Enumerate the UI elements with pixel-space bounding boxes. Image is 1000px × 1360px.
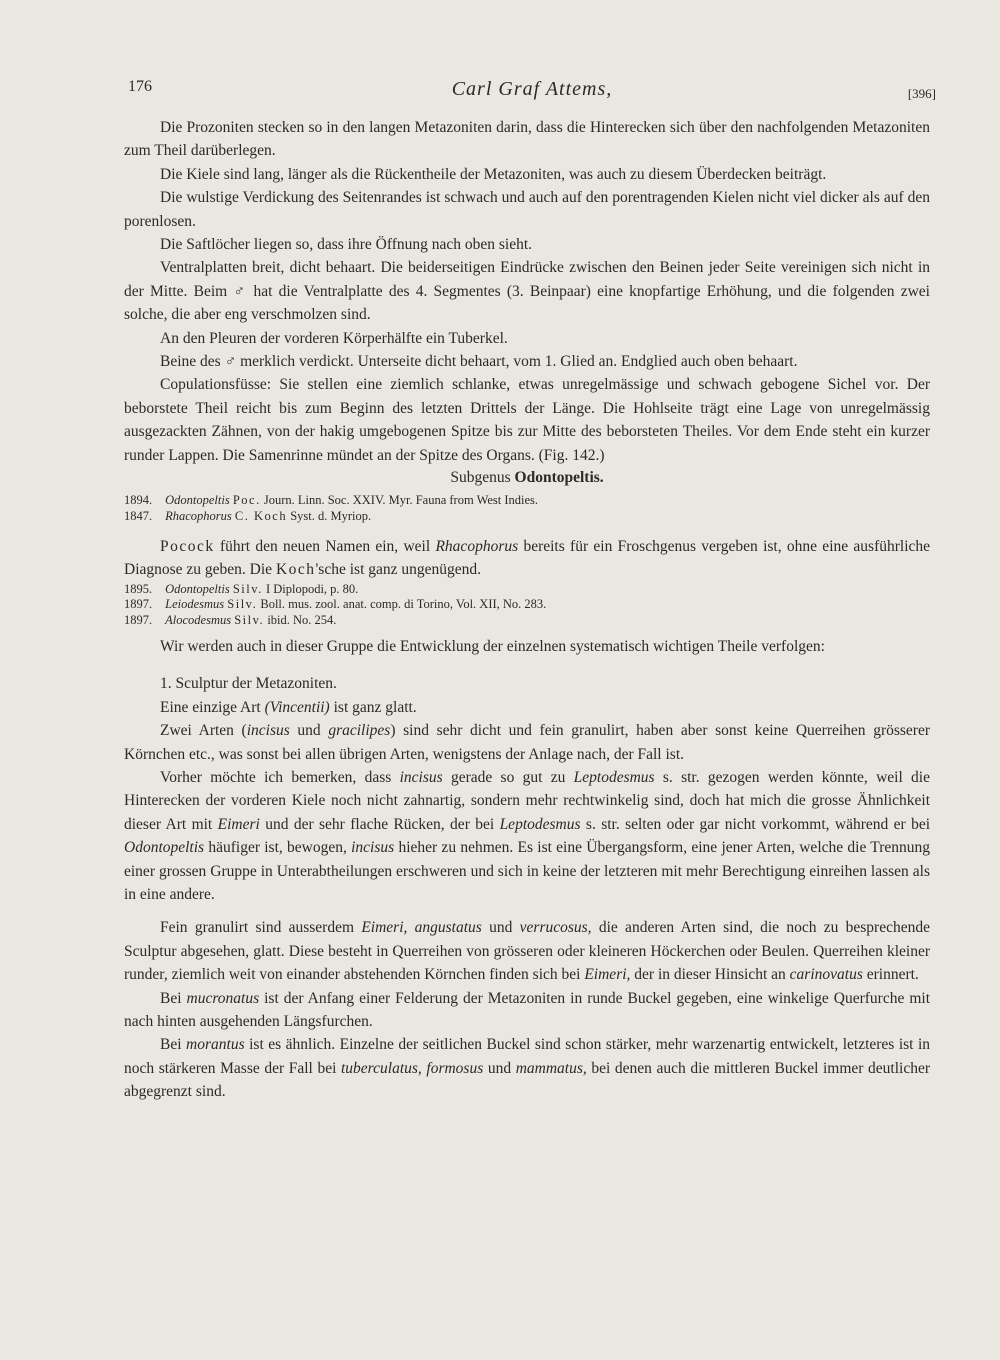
ref-author: Poc. bbox=[232, 493, 261, 508]
text-run: ) sind sehr dicht und fein granulirt, haben aber sonst keine Querreihen grösserer Körnchen etc., was sonst bei allen übrigen Arten, wenigstens der Anlage nach, der Fall ist. bbox=[124, 722, 930, 763]
ref-genus: Alocodesmus bbox=[165, 613, 232, 628]
subgenus-prefix: Subgenus bbox=[450, 469, 511, 487]
page-number: 176 bbox=[128, 78, 152, 95]
ref-author: C. Koch bbox=[234, 508, 288, 523]
paragraph bbox=[124, 987, 930, 1034]
text-run: bereits für ein Froschgenus vergeben ist, ohne eine ausführliche Diagnose zu geben. Die bbox=[124, 537, 931, 579]
paragraph: Ventralplatten breit, dicht behaart. Die beiderseitigen Eindrücke zwischen den Beinen jeder Seite vereinigen sich nicht in der Mitte. Beim ♂ hat die Ventralplatte des 4. Segmentes (3. Beinpaar) eine knopfartige Erhöhung, und die folgenden zwei solche, die aber eng verschmolzen sind. bbox=[124, 259, 930, 324]
text-run: 'sche ist ganz ungenügend. bbox=[315, 561, 482, 579]
text-run: gerade so gut zu bbox=[450, 768, 566, 786]
paragraph: Die Saftlöcher liegen so, dass ihre Öffnung nach oben sieht. bbox=[160, 236, 533, 254]
subgenus-name: Odontopeltis. bbox=[514, 469, 604, 487]
section-number: [396] bbox=[907, 86, 936, 101]
text-run: häufiger ist, bewogen, bbox=[208, 839, 347, 857]
text-run: Eimeri bbox=[217, 815, 260, 833]
text-run: Bei bbox=[160, 1036, 182, 1054]
text-run: Bei bbox=[160, 989, 182, 1007]
ref-year: 1894. bbox=[124, 493, 153, 508]
subgenus-heading bbox=[124, 467, 930, 489]
ref-genus: Odontopeltis bbox=[165, 581, 230, 596]
text-run: und bbox=[489, 919, 513, 937]
ref-author: Silv. bbox=[227, 597, 258, 612]
text-run: morantus bbox=[186, 1036, 245, 1054]
text-run: und bbox=[487, 1059, 512, 1077]
body-text bbox=[124, 116, 930, 1104]
text-run: Zwei Arten ( bbox=[160, 722, 247, 740]
text-run: mammatus, bbox=[515, 1059, 587, 1077]
text-run: ist der Anfang einer Felderung der Metazoniten in runde Buckel gegeben, eine winkelige Querfurche mit nach hinten ausgehenden Längsfurchen. bbox=[124, 989, 930, 1030]
ref-source: ibid. No. 254. bbox=[267, 613, 337, 628]
paragraph bbox=[124, 1033, 930, 1103]
text-run: mucronatus bbox=[186, 989, 260, 1007]
paragraph: Die wulstige Verdickung des Seitenrandes ist schwach und auch auf den porentragenden Kielen nicht viel dicker als auf den porenlosen. bbox=[124, 189, 930, 230]
ref-source: I Diplopodi, p. 80. bbox=[265, 581, 359, 596]
running-title: Carl Graf Attems, bbox=[451, 78, 613, 100]
paragraph: Beine des ♂ merklich verdickt. Unterseite dicht behaart, vom 1. Glied an. Endglied auch oben behaart. bbox=[160, 353, 798, 371]
text-run: ist es ähnlich. Einzelne der seitlichen Buckel sind schon stärker, mehr warzenartig entwickelt, letzteres ist in noch stärkeren Masse der Fall bei bbox=[124, 1036, 931, 1077]
text-run: erinnert. bbox=[866, 966, 919, 984]
text-run: Eimeri, angustatus bbox=[361, 919, 482, 937]
reference-entry bbox=[124, 613, 930, 629]
text-run: incisus bbox=[246, 722, 290, 740]
text-run: Leptodesmus bbox=[499, 815, 581, 833]
ref-author: Silv. bbox=[234, 613, 265, 628]
reference-entry bbox=[124, 582, 930, 598]
paragraph: Die Prozoniten stecken so in den langen Metazoniten darin, dass die Hinterecken sich über den nachfolgenden Metazoniten zum Theil darüberlegen. bbox=[124, 119, 930, 160]
text-run: ist ganz glatt. bbox=[333, 698, 417, 716]
ref-year: 1897. bbox=[124, 597, 153, 612]
paragraph bbox=[124, 766, 930, 906]
text-run: s. str. selten oder gar nicht vorkommt, während er bei bbox=[585, 815, 931, 833]
ref-year: 1847. bbox=[124, 508, 153, 523]
text-run: und der sehr flache Rücken, der bei bbox=[265, 815, 495, 833]
text-run: Vorher möchte ich bemerken, dass bbox=[160, 768, 392, 786]
paragraph: An den Pleuren der vorderen Körperhälfte ein Tuberkel. bbox=[160, 329, 508, 347]
paragraph bbox=[124, 916, 930, 986]
text-run: und bbox=[297, 722, 321, 740]
text-run: die anderen Arten sind, die noch zu besprechende Sculptur abgesehen, glatt. Diese besteht in Querreihen von grösseren oder kleineren Höckerchen oder Beulen. Querreihen kleiner runder, ziemlich weit von einander abstehenden Körnchen finden sich bei bbox=[124, 919, 930, 984]
text-run: verrucosus, bbox=[519, 919, 592, 937]
text-run: s. str. gezogen werden könnte, weil die Hinterecken der vorderen Kiele noch nicht zahnartig, sondern mehr rechtwinkelig sind, doch hat mich die grosse Ähnlichkeit dieser Art mit bbox=[124, 768, 930, 833]
paragraph: Copulationsfüsse: Sie stellen eine ziemlich schlanke, etwas unregelmässige und schwach gebogene Sichel vor. Der beborstete Theil reicht bis zum Beginn des letzten Drittels der Länge. Die Hohlseite trägt eine Lage von unregelmässig ausgezackten Zähnen, von der hakig umgebogenen Spitze bis zur Mitte des beborsteten Theiles. Vor dem Ende steht ein kurzer runder Lappen. Die Samenrinne mündet an der Spitze des Organs. (Fig. 142.) bbox=[124, 376, 930, 464]
text-run: Leptodesmus bbox=[573, 768, 655, 786]
text-run: Rhacophorus bbox=[435, 537, 519, 555]
ref-source: Syst. d. Myriop. bbox=[290, 508, 372, 523]
text-run: Pocock bbox=[160, 537, 215, 555]
text-run: führt den neuen Namen ein, weil bbox=[219, 537, 431, 555]
ref-author: Silv. bbox=[232, 581, 263, 596]
text-run: bei denen auch die mittleren Buckel immer deutlicher abgegrenzt sind. bbox=[124, 1059, 931, 1101]
ref-genus: Rhacophorus bbox=[165, 508, 232, 523]
text-run: Odontopeltis bbox=[124, 839, 205, 857]
ref-genus: Leiodesmus bbox=[165, 597, 225, 612]
text-run: incisus bbox=[399, 768, 443, 786]
text-run: incisus bbox=[351, 839, 395, 857]
text-run: gracilipes bbox=[328, 722, 391, 740]
ref-year: 1897. bbox=[124, 613, 153, 628]
text-run: (Vincentii) bbox=[264, 698, 330, 716]
text-run: Fein granulirt sind ausserdem bbox=[160, 919, 355, 937]
section-heading-sculptur: 1. Sculptur der Metazoniten. bbox=[160, 675, 337, 693]
text-run: Koch bbox=[275, 561, 316, 579]
ref-year: 1895. bbox=[124, 581, 153, 596]
paragraph bbox=[124, 719, 930, 766]
ref-source: Boll. mus. zool. anat. comp. di Torino, Vol. XII, No. 283. bbox=[260, 597, 547, 612]
ref-genus: Odontopeltis bbox=[165, 493, 230, 508]
text-run: carinovatus bbox=[789, 966, 863, 984]
paragraph-intro: Wir werden auch in dieser Gruppe die Entwicklung der einzelnen systematisch wichtigen Theile verfolgen: bbox=[160, 637, 825, 655]
paragraph bbox=[124, 696, 930, 719]
text-run: Eimeri, bbox=[584, 966, 631, 984]
reference-entry bbox=[124, 509, 930, 525]
text-run: der in dieser Hinsicht an bbox=[634, 966, 786, 984]
paragraph: Die Kiele sind lang, länger als die Rückentheile der Metazoniten, was auch zu diesem Überdecken beiträgt. bbox=[160, 165, 827, 183]
page-header bbox=[128, 78, 936, 106]
reference-entry bbox=[124, 493, 930, 509]
paragraph-pocock bbox=[124, 535, 930, 582]
text-run: hieher zu nehmen. Es ist eine Übergangsform, eine jener Arten, welche die Trennung einer grossen Gruppe in Unterabtheilungen erschweren und sich in keine der letzteren mit mehr Berechtigung einreihen lassen als in eine andere. bbox=[124, 839, 931, 903]
reference-entry bbox=[124, 597, 930, 613]
text-run: tuberculatus, formosus bbox=[341, 1059, 484, 1077]
text-run: Eine einzige Art bbox=[160, 698, 261, 716]
ref-source: Journ. Linn. Soc. XXIV. Myr. Fauna from West Indies. bbox=[263, 493, 539, 508]
